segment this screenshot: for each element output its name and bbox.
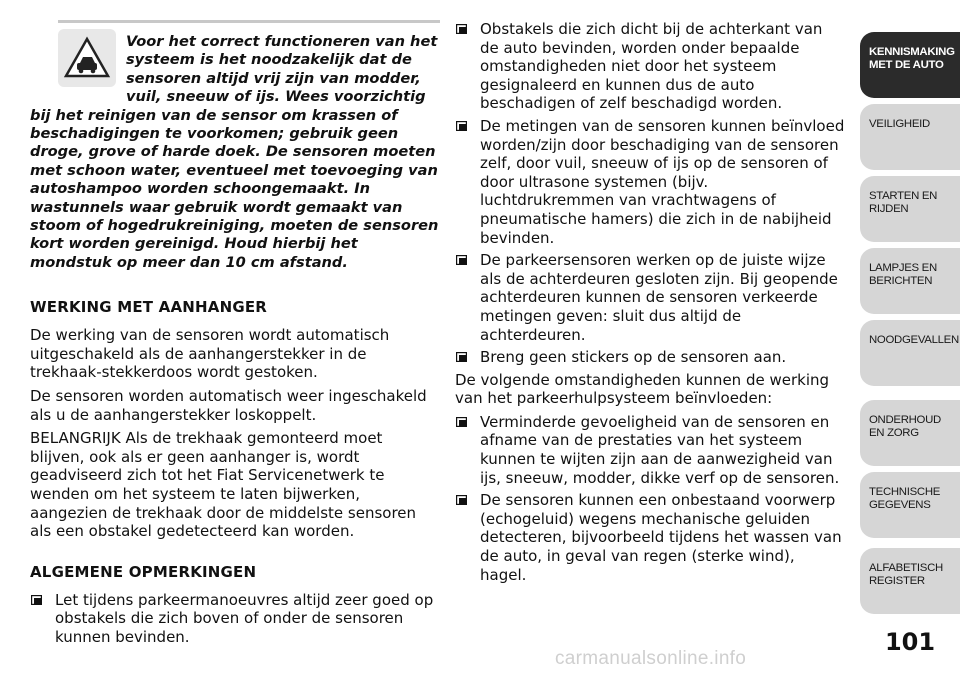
list-item xyxy=(30,591,440,647)
tab-onderhoud-en-zorg[interactable]: ONDERHOUD EN ZORG xyxy=(860,400,960,466)
intro-paragraph: De volgende omstandigheden kunnen de werking van het parkeerhulpsysteem beïnvloeden: xyxy=(455,370,830,408)
list-item xyxy=(455,251,845,344)
list-item xyxy=(455,348,845,367)
trailer-paragraph: De sensoren worden automatisch weer ingeschakeld als u de aanhangerstekker loskoppelt. xyxy=(30,387,427,424)
list-item-text: Let tijdens parkeermanoeuvres altijd zeer goed op obstakels die zich boven of onder de sensoren kunnen bevinden. xyxy=(55,590,434,646)
right-bullet-list-top xyxy=(455,20,845,367)
list-item-text: Obstakels die zich dicht bij de achterkant van de auto bevinden, worden onder bepaalde omstandigheden niet door het systeem gesignaleerd en kunnen dus de auto beschadigen of zelf beschadigd worden. xyxy=(480,20,823,113)
general-bullet-list xyxy=(30,591,440,647)
heading-trailer: WERKING MET AANHANGER xyxy=(30,298,268,317)
warning-box xyxy=(30,33,440,272)
bullet-icon xyxy=(456,417,467,427)
tab-veiligheid[interactable]: VEILIGHEID xyxy=(860,104,960,170)
tab-kennismaking[interactable]: KENNISMAKING MET DE AUTO xyxy=(860,32,960,98)
list-item xyxy=(455,491,845,584)
list-item-text: De parkeersensoren werken op de juiste wijze als de achterdeuren gesloten zijn. Bij geopende achterdeuren kunnen de sensoren verkeerde metingen geven: sluit dus altijd de achterdeuren. xyxy=(480,251,838,344)
list-item xyxy=(455,413,845,487)
warning-text: Voor het correct functioneren van het systeem is het noodzakelijk dat de sensoren altijd vrij zijn van modder, vuil, sneeuw of ijs. Wees voorzichtig bij het reinigen van de sensor om krassen of beschadigingen te voorkomen; gebruik geen droge, grove of harde doek. De sensoren moeten met schoon water, eventueel met toevoeging van autoshampoo worden schoongemaakt. In wastunnels waar gebruik wordt gemaakt van stoom of hogedrukreiniging, moeten de sensoren kort worden gereinigd. Houd hierbij het mondstuk op meer dan 10 cm afstand. xyxy=(30,33,439,271)
list-item-text: De sensoren kunnen een onbestaand voorwerp (echogeluid) wegens mechanische geluiden detecteren, bijvoorbeeld tijdens het wassen van de auto, in geval van regen (sterke wind), hagel. xyxy=(480,491,842,584)
bullet-icon xyxy=(456,255,467,265)
chapter-sidebar xyxy=(860,0,960,678)
tab-alfabetisch-register[interactable]: ALFABETISCH REGISTER xyxy=(860,548,960,614)
bullet-icon xyxy=(456,121,467,131)
trailer-paragraph: BELANGRIJK Als de trekhaak gemonteerd moet blijven, ook als er geen aanhanger is, wordt geadviseerd zich tot het Fiat Servicenetwerk te wenden om het systeem te laten bijwerken, aangezien de trekhaak door de middelste sensoren als een obstakel gedetecteerd kan worden. xyxy=(30,429,417,541)
heading-general: ALGEMENE OPMERKINGEN xyxy=(30,562,257,581)
right-bullet-list-bottom xyxy=(455,413,845,584)
bullet-icon xyxy=(456,352,467,362)
bullet-icon xyxy=(31,595,42,605)
warning-rule xyxy=(58,20,440,23)
list-item xyxy=(455,117,845,247)
page-number: 101 xyxy=(884,628,936,656)
left-column xyxy=(30,20,440,651)
right-column xyxy=(455,20,845,588)
tab-noodgevallen[interactable]: NOODGEVALLEN xyxy=(860,320,960,386)
car-warning-icon xyxy=(58,29,116,87)
bullet-icon xyxy=(456,24,467,34)
list-item-text: Breng geen stickers op de sensoren aan. xyxy=(480,348,787,367)
list-item-text: De metingen van de sensoren kunnen beïnvloed worden/zijn door beschadiging van de sensoren zelf, door vuil, sneeuw of ijs op de sensoren of door ultrasone systemen (bijv. luchtdrukremmen van vrachtwagens of pneumatische hamers) die zich in de nabijheid bevinden. xyxy=(480,116,845,247)
tab-lampjes-en-berichten[interactable]: LAMPJES EN BERICHTEN xyxy=(860,248,960,314)
bullet-icon xyxy=(456,495,467,505)
trailer-paragraph: De werking van de sensoren wordt automatisch uitgeschakeld als de aanhangerstekker in de trekhaak-stekkerdoos wordt gestoken. xyxy=(30,326,390,382)
list-item-text: Verminderde gevoeligheid van de sensoren en afname van de prestaties van het systeem kunnen te wijten zijn aan de aanwezigheid van ijs, sneeuw, modder, dikke verf op de sensoren. xyxy=(480,412,840,487)
watermark: carmanualsonline.info xyxy=(555,648,747,669)
list-item xyxy=(455,20,845,113)
tab-technische-gegevens[interactable]: TECHNISCHE GEGEVENS xyxy=(860,472,960,538)
tab-starten-en-rijden[interactable]: STARTEN EN RIJDEN xyxy=(860,176,960,242)
